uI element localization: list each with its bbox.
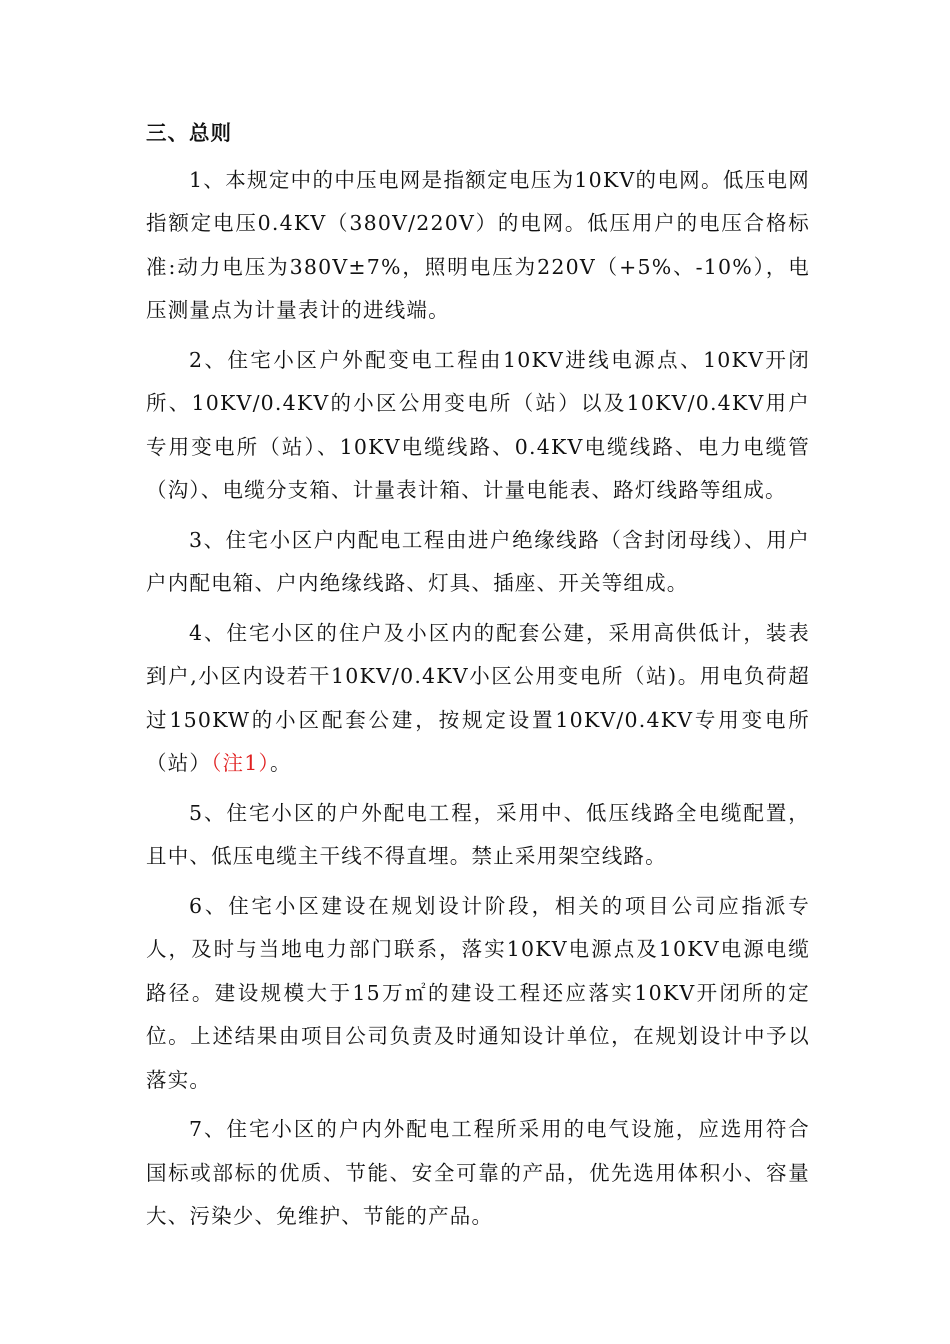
section-heading: 三、总则 xyxy=(146,121,232,145)
paragraph-5: 5、住宅小区的户外配电工程，采用中、低压线路全电缆配置，且中、低压电缆主干线不得直埋。禁止采用架空线路。 xyxy=(146,800,810,868)
paragraph-7: 7、住宅小区的户内外配电工程所采用的电气设施，应选用符合国标或部标的优质、节能、安全可靠的产品，优先选用体积小、容量大、污染少、免维护、节能的产品。 xyxy=(146,1117,810,1228)
document-page xyxy=(146,112,810,1245)
paragraph-4-tail: 。 xyxy=(269,751,292,775)
paragraph-4-text: 4、住宅小区的住户及小区内的配套公建，采用高供低计，装表到户,小区内设若干10KV/0.4KV小区公用变电所（站)。用电负荷超过150KW的小区配套公建，按规定设置10KV/0.4KV专用变电所（站） xyxy=(146,620,810,775)
paragraph-4 xyxy=(146,612,810,786)
paragraph-2: 2、住宅小区户外配变电工程由10KV进线电源点、10KV开闭所、10KV/0.4KV的小区公用变电所（站）以及10KV/0.4KV用户专用变电所（站）、10KV电缆线路、0.4KV电缆线路、电力电缆管（沟）、电缆分支箱、计量表计箱、计量电能表、路灯线路等组成。 xyxy=(146,347,810,502)
paragraph-1: 1、本规定中的中压电网是指额定电压为10KV的电网。低压电网指额定电压0.4KV（380V/220V）的电网。低压用户的电压合格标准:动力电压为380V±7%，照明电压为220V（+5%、-10%），电压测量点为计量表计的进线端。 xyxy=(146,167,810,322)
paragraph-3: 3、住宅小区户内配电工程由进户绝缘线路（含封闭母线）、用户户内配电箱、户内绝缘线路、灯具、插座、开关等组成。 xyxy=(146,527,810,595)
footnote-reference: （注1） xyxy=(211,751,270,775)
paragraph-6: 6、住宅小区建设在规划设计阶段，相关的项目公司应指派专人，及时与当地电力部门联系，落实10KV电源点及10KV电源电缆路径。建设规模大于15万㎡的建设工程还应落实10KV开闭所的定位。上述结果由项目公司负责及时通知设计单位，在规划设计中予以落实。 xyxy=(146,893,810,1092)
